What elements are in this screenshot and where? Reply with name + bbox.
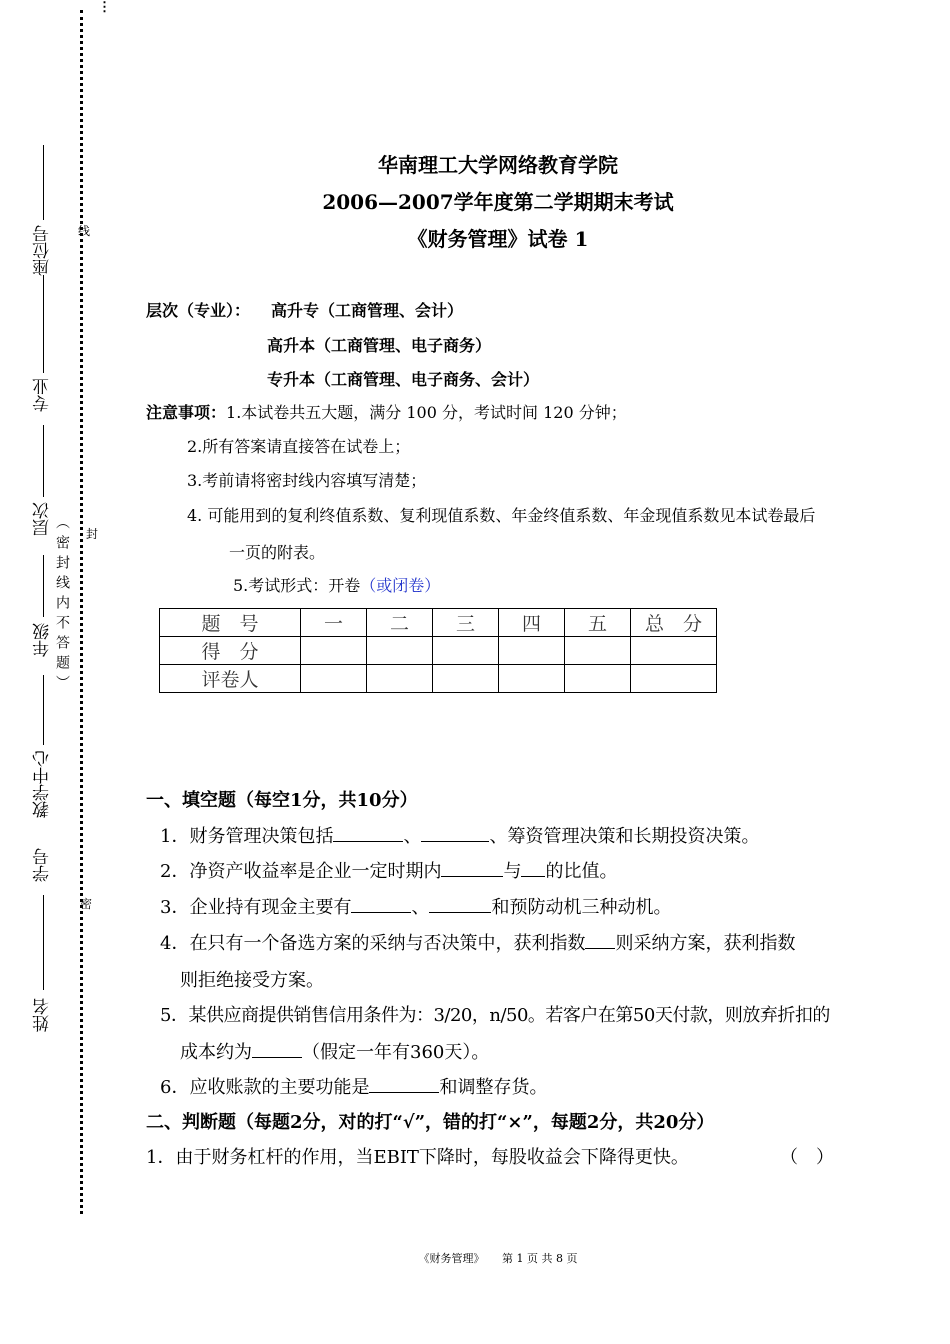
section-1-title: 一、填空题（每空1分，共10分） [146, 790, 418, 811]
score-table [159, 608, 717, 693]
note-5 [233, 573, 440, 596]
level-item-1: 高升专（工商管理、会计） [271, 301, 464, 320]
score-cell[interactable] [499, 637, 565, 665]
question-1-4-cont: 则拒绝接受方案。 [180, 970, 324, 991]
answer-blank[interactable] [585, 932, 615, 949]
page-footer [0, 1250, 950, 1266]
note-4-line-2: 一页的附表。 [229, 543, 326, 562]
score-cell[interactable] [631, 637, 717, 665]
top-ellipsis: ⋮ [98, 0, 111, 15]
header-cell: 五 [565, 609, 631, 637]
header-cell: 二 [367, 609, 433, 637]
q-text: 和调整存货。 [439, 1077, 548, 1098]
grader-cell[interactable] [631, 665, 717, 693]
teaching-center-label: 教学中心 [33, 750, 53, 818]
footer-subject: 《财务管理》 [418, 1252, 485, 1265]
student-id-blank[interactable] [43, 895, 44, 990]
q-text: 、筹资管理决策和长期投资决策。 [489, 826, 760, 847]
level-item-3: 专升本（工商管理、电子商务、会计） [267, 370, 540, 389]
question-1-4 [160, 929, 795, 955]
score-row [160, 637, 717, 665]
notes-label: 注意事项： [146, 403, 227, 422]
header-cell: 四 [499, 609, 565, 637]
score-cell[interactable] [433, 637, 499, 665]
q-text: 成本约为 [180, 1042, 252, 1063]
q-text: 2．净资产收益率是企业一定时期内 [160, 861, 442, 882]
seal-seal-char: 封 [86, 527, 99, 541]
score-cell[interactable] [301, 637, 367, 665]
answer-blank[interactable] [252, 1041, 302, 1058]
note-5-text: 5.考试形式：开卷 [233, 576, 361, 595]
grader-cell[interactable] [565, 665, 631, 693]
q-text: （假定一年有360天）。 [302, 1042, 490, 1063]
paper-title: 《财务管理》试卷 1 [407, 227, 589, 251]
score-cell[interactable] [367, 637, 433, 665]
major-label: 专业 [33, 378, 53, 412]
score-cell[interactable] [565, 637, 631, 665]
seal-mi-char: 密 [80, 897, 93, 911]
q-text: 、 [403, 826, 422, 847]
header-cell: 三 [433, 609, 499, 637]
grade-label: 年级 [33, 623, 53, 657]
school-title: 华南理工大学网络教育学院 [378, 153, 618, 177]
question-1-5-cont [180, 1038, 489, 1064]
answer-blank[interactable] [351, 896, 411, 913]
note-4-line-1: 4. 可能用到的复利终值系数、复利现值系数、年金终值系数、年金现值系数见本试卷最后 [187, 506, 816, 525]
q-text: 3．企业持有现金主要有 [160, 897, 352, 918]
judgement-answer-paren[interactable]: （ ） [780, 1147, 834, 1168]
note-3: 3.考前请将密封线内容填写清楚； [187, 471, 427, 490]
seat-number-label: 座位号 [33, 225, 53, 276]
question-1-3 [160, 893, 671, 919]
note-1-text: 1.本试卷共五大题，满分 100 分，考试时间 120 分钟； [226, 403, 627, 422]
q-text: 则采纳方案，获利指数 [615, 933, 796, 954]
answer-blank[interactable] [421, 825, 489, 842]
answer-blank[interactable] [333, 825, 403, 842]
teaching-center-blank[interactable] [43, 675, 44, 745]
grader-cell[interactable] [433, 665, 499, 693]
level-item-2: 高升本（工商管理、电子商务） [267, 336, 492, 355]
answer-blank[interactable] [521, 860, 545, 877]
student-id-label: 学号 [33, 848, 53, 882]
section-2-title: 二、判断题（每题2分，对的打“√”，错的打“×”，每题2分，共20分） [146, 1112, 715, 1133]
header-cell: 总 分 [631, 609, 717, 637]
term-title: 2006—2007学年度第二学期期末考试 [322, 190, 674, 214]
grader-cell[interactable] [499, 665, 565, 693]
seal-line-char: 线 [78, 224, 91, 238]
q-text: 、 [411, 897, 430, 918]
row-label: 得 分 [160, 637, 301, 665]
row-label: 评卷人 [160, 665, 301, 693]
question-1-6 [160, 1073, 547, 1099]
header-cell: 题 号 [160, 609, 301, 637]
answer-blank[interactable] [369, 1076, 439, 1093]
q-text: 与 [503, 861, 522, 882]
level-blank[interactable] [43, 425, 44, 497]
question-2-1: 1．由于财务杠杆的作用，当EBIT下降时，每股收益会下降得更快。 [146, 1147, 689, 1168]
score-table-header-row [160, 609, 717, 637]
major-blank[interactable] [43, 275, 44, 373]
grade-blank[interactable] [43, 555, 44, 617]
answer-blank[interactable] [429, 896, 491, 913]
footer-page: 第 1 页 共 8 页 [502, 1252, 578, 1265]
name-label: 姓名 [33, 998, 53, 1032]
answer-blank[interactable] [441, 860, 503, 877]
seal-note: （密封线内不答题） [54, 515, 70, 695]
note-1 [146, 400, 627, 423]
grader-cell[interactable] [367, 665, 433, 693]
q-text: 1．财务管理决策包括 [160, 826, 334, 847]
q-text: 4．在只有一个备选方案的采纳与否决策中，获利指数 [160, 933, 586, 954]
q-text: 的比值。 [545, 861, 618, 882]
q-text: 6．应收账款的主要功能是 [160, 1077, 370, 1098]
levels-label: 层次（专业）： [146, 301, 251, 320]
level-label: 层次 [33, 502, 53, 536]
header-cell: 一 [301, 609, 367, 637]
note-2: 2.所有答案请直接答在试卷上； [187, 437, 411, 456]
note-5-alt: （或闭卷） [360, 576, 441, 595]
q-text: 和预防动机三种动机。 [491, 897, 672, 918]
question-1-2 [160, 857, 617, 883]
question-1-5: 5．某供应商提供销售信用条件为：3/20，n/50。若客户在第50天付款，则放弃折扣的 [160, 1005, 830, 1026]
question-1-1 [160, 822, 759, 848]
grader-row [160, 665, 717, 693]
grader-cell[interactable] [301, 665, 367, 693]
